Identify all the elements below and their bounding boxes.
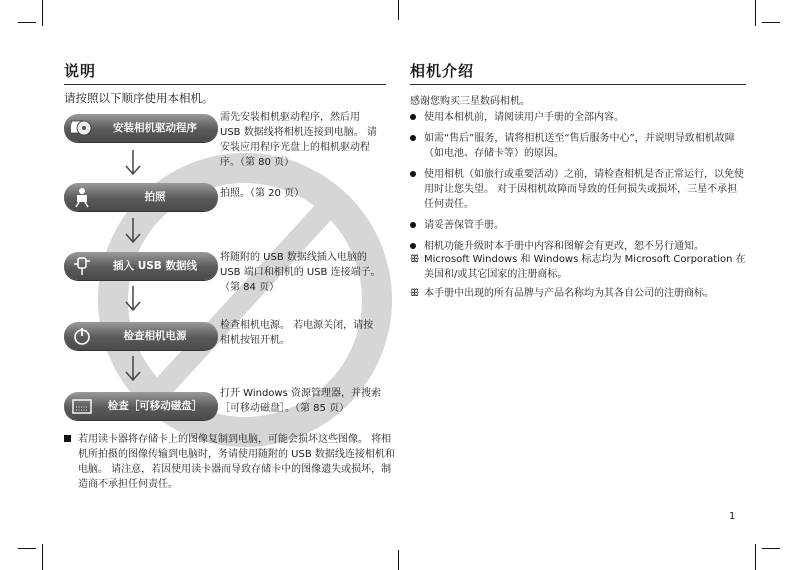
crop-mark bbox=[398, 550, 399, 570]
bullet-dot-icon bbox=[410, 114, 416, 120]
bullet-dot-icon bbox=[410, 171, 416, 177]
list-item: 如需“售后”服务，请将相机送至“售后服务中心”，并说明导致相机故障（如电池、存储卡等）的原因。 bbox=[410, 131, 746, 161]
crop-mark bbox=[755, 0, 756, 26]
bullet-dot-icon bbox=[410, 135, 416, 141]
page-number: 1 bbox=[729, 511, 736, 522]
step-description: 检查相机电源。 若电源关闭，请按相机按钮开机。 bbox=[220, 320, 374, 346]
list-item: 相机功能升级时本手册中内容和图解会有更改，恕不另行通知。 bbox=[410, 239, 746, 254]
list-item: 使用本相机前，请阅读用户手册的全部内容。 bbox=[410, 110, 746, 125]
step-install-driver bbox=[64, 114, 218, 142]
step-label: 插入 USB 数据线 bbox=[113, 260, 197, 272]
crop-mark bbox=[42, 0, 43, 26]
right-section-title: 相机介绍 bbox=[410, 62, 475, 80]
step-label: 拍照 bbox=[144, 191, 166, 203]
step-insert-usb bbox=[64, 252, 218, 280]
list-item: 使用相机（如旅行或重要活动）之前，请检查相机是否正常运行，以免使用时让您失望。 对于因相机故障而导致的任何损失或损坏，三星不承担任何责任。 bbox=[410, 167, 746, 212]
step-description: 需先安装相机驱动程序，然后用 USB 数据线将相机连接到电脑。 请安装应用程序光盘上的相机驱动程序。（第 80 页） bbox=[220, 112, 377, 168]
trademark-mark-icon: ꕥ bbox=[410, 288, 420, 299]
trademark-mark-icon: ꕥ bbox=[410, 254, 420, 265]
step-label: 检查［可移动磁盘］ bbox=[107, 400, 203, 412]
cd-icon bbox=[68, 116, 96, 140]
step-description: 打开 Windows 资源管理器，并搜索［可移动磁盘］。（第 85 页） bbox=[220, 388, 381, 414]
usb-plug-icon bbox=[68, 254, 96, 278]
crop-mark bbox=[18, 22, 36, 23]
crop-mark bbox=[755, 544, 756, 570]
down-arrow-icon bbox=[125, 150, 141, 176]
step-label: 安装相机驱动程序 bbox=[113, 122, 197, 134]
right-intro-text: 感谢您购买三星数码相机。 bbox=[410, 96, 530, 107]
card-reader-note-text: 若用读卡器将存储卡上的图像复制到电脑，可能会损坏这些图像。 将相机所拍摄的图像传输到电脑时，务请使用随附的 USB 数据线连接相机和电脑。 请注意，若因使用读卡器而导致存储卡中的图像遗失或损坏，制造商不承担任何责任。 bbox=[78, 434, 395, 490]
card-reader-note bbox=[64, 432, 396, 492]
left-title-rule bbox=[64, 84, 386, 85]
crop-mark bbox=[762, 548, 780, 549]
down-arrow-icon bbox=[125, 356, 141, 382]
removable-disk-icon bbox=[68, 394, 96, 418]
crop-mark bbox=[762, 22, 780, 23]
crop-mark bbox=[42, 544, 43, 570]
step-check-removable-disk bbox=[64, 392, 218, 420]
left-intro-text: 请按照以下顺序使用本相机。 bbox=[64, 91, 214, 105]
step-description: 将随附的 USB 数据线插入电脑的 USB 端口和相机的 USB 连接端子。（第 84 页） bbox=[220, 252, 381, 293]
crop-mark bbox=[398, 0, 399, 20]
list-item: ꕥ Microsoft Windows 和 Windows 标志均为 Microsoft Corporation 在美国和/或其它国家的注册商标。 bbox=[410, 254, 746, 280]
camera-icon bbox=[68, 185, 96, 209]
right-title-rule bbox=[410, 84, 746, 85]
square-bullet-icon bbox=[64, 435, 71, 442]
power-icon bbox=[68, 324, 96, 348]
step-description: 拍照。（第 20 页） bbox=[220, 188, 305, 199]
precautions-list bbox=[410, 110, 746, 260]
left-section-title: 说明 bbox=[64, 62, 97, 80]
down-arrow-icon bbox=[125, 286, 141, 312]
step-take-photo bbox=[64, 183, 218, 211]
list-item: ꕥ 本手册中出现的所有品牌与产品名称均为其各自公司的注册商标。 bbox=[410, 288, 714, 299]
list-item: 请妥善保管手册。 bbox=[410, 218, 746, 233]
step-check-power bbox=[64, 322, 218, 350]
bullet-dot-icon bbox=[410, 222, 416, 228]
bullet-dot-icon bbox=[410, 243, 416, 249]
step-label: 检查相机电源 bbox=[123, 330, 187, 342]
crop-mark bbox=[18, 548, 36, 549]
trademark-list bbox=[410, 252, 746, 305]
down-arrow-icon bbox=[125, 218, 141, 244]
